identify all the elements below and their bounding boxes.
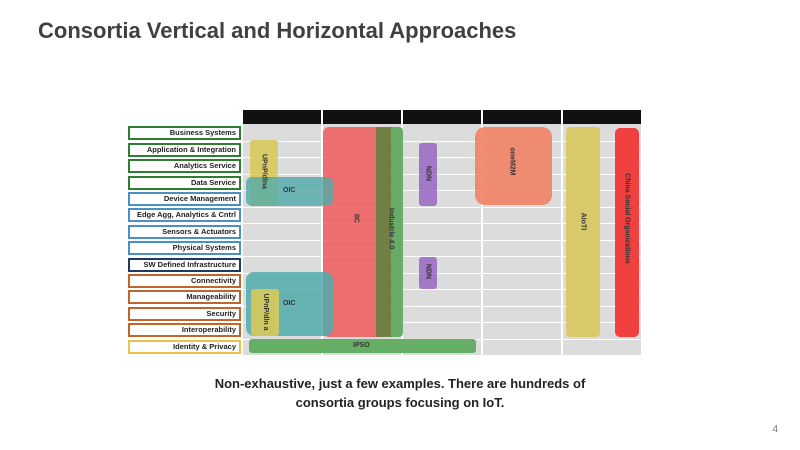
layer-label: Application & Integration [128,143,241,157]
label-upnp-top: UPnP/dlna [260,153,268,189]
layer-label: Business Systems [128,126,241,140]
label-ndn-bottom: NDN [424,263,432,280]
caption-line-1: Non-exhaustive, just a few examples. There are hundreds of [214,376,586,391]
page-title: Consortia Vertical and Horizontal Approaches [38,18,517,43]
label-onem2m: oneM2M [508,147,516,176]
label-upnp-bottom: UPnP/dln a [262,293,269,331]
column-header [323,110,401,124]
column-header [243,110,321,124]
layer-label: Device Management [128,192,241,206]
caption [180,374,620,412]
layer-label: Manageability [128,290,241,304]
column-header [403,110,481,124]
layer-label: Data Service [128,176,241,190]
layer-label: Analytics Service [128,159,241,173]
label-oic-top: OIC [283,187,296,194]
label-china-social: China Social Organizations [623,173,631,264]
label-ipso: IPSO [353,342,370,349]
layer-label: Physical Systems [128,241,241,255]
layer-label: Interoperability [128,323,241,337]
layer-label: Edge Agg, Analytics & Cntrl [128,208,241,222]
layer-label: Sensors & Actuators [128,225,241,239]
column-header [483,110,561,124]
caption-line-2: consortia groups focusing on IoT. [295,395,505,410]
label-aioti: AIoTI [579,212,587,231]
label-iic: IIC [352,214,360,223]
label-oic-bottom: OIC [283,300,296,307]
label-ndn-top: NDN [424,165,432,182]
layer-label: Connectivity [128,274,241,288]
column-header [563,110,641,124]
layer-label: SW Defined Infrastructure [128,258,241,272]
layer-label: Security [128,307,241,321]
page-number: 4 [772,424,778,435]
layer-label: Identity & Privacy [128,340,241,354]
label-industrie-4-0: Industrie 4.0 [387,207,395,250]
column-divider [561,110,563,355]
